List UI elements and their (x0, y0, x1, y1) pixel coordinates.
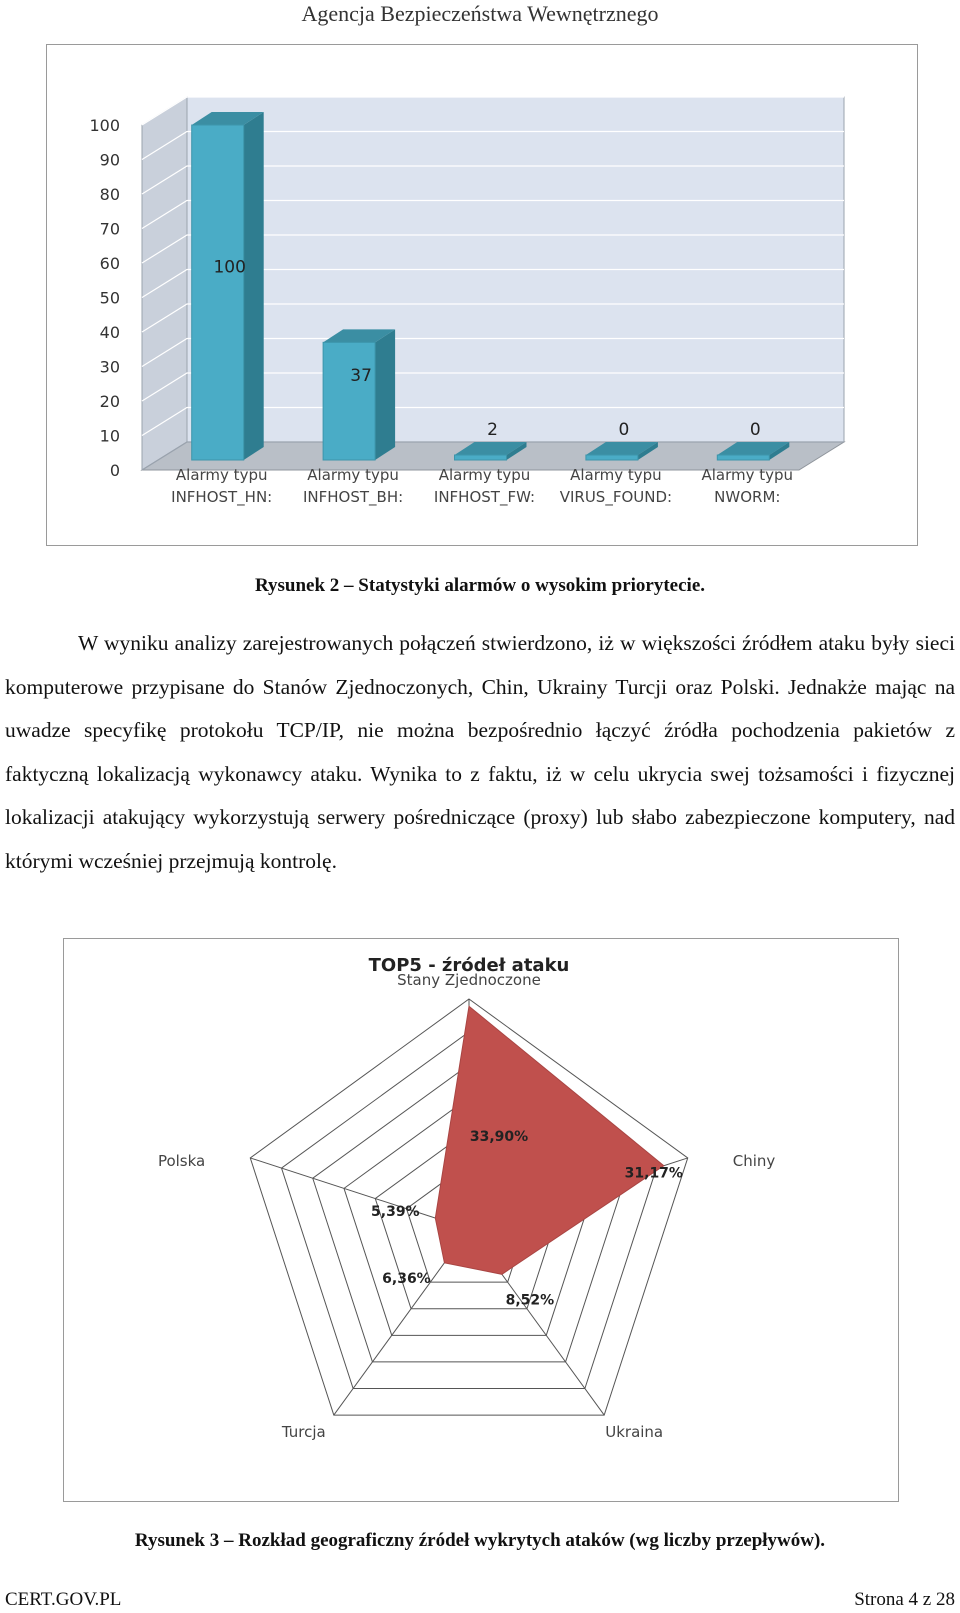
bar (323, 329, 395, 460)
figure-3-caption: Rysunek 3 – Rozkład geograficzny źródeł wykrytych ataków (wg liczby przepływów). (134, 1530, 826, 1551)
footer-site: CERT.GOV.PL (5, 1589, 122, 1610)
radar-axis-label: Polska (157, 1151, 206, 1170)
bar-front (323, 342, 375, 460)
bar-value-label: 0 (749, 420, 761, 440)
category-label: Alarmy typu (438, 466, 531, 484)
bar-value-label: 0 (618, 420, 630, 440)
radar-axis-label: Chiny (732, 1151, 776, 1170)
radar-value-label: 8,52% (505, 1292, 555, 1309)
radar-value-label: 6,36% (382, 1270, 431, 1287)
bar-side (244, 112, 264, 460)
category-label: Alarmy typu (701, 466, 794, 484)
alarm-statistics-figure (46, 44, 918, 546)
category-label: VIRUS_FOUND: (559, 488, 673, 506)
radar-value-label: 33,90% (469, 1129, 529, 1146)
body-paragraph: W wyniku analizy zarejestrowanych połączeń stwierdzono, iż w większości źródłem ataku były sieci komputerowe przypisane do Stanów Zjednoczonych, Chin, Ukrainy Turcji oraz Polski. Jednakże mając na uwadze specyfikę protokołu TCP/IP, nie można bezpośrednio łączyć źródła pochodzenia pakietów z faktyczną lokalizacją wykonawcy ataku. Wynika to z faktu, iż w celu ukrycia swej tożsamości i fizycznej lokalizacji atakujący wykorzystują serwery pośredniczące (proxy) lub słabo zabezpieczone komputery, nad którymi wcześniej przejmują kontrolę. (5, 631, 955, 873)
y-tick-label: 0 (109, 461, 120, 480)
category-label: INFHOST_FW: (433, 488, 536, 506)
bar-value-label: 100 (213, 257, 246, 278)
category-label: Alarmy typu (570, 466, 662, 484)
bar-front (717, 455, 769, 460)
bar-front (455, 455, 507, 460)
attack-sources-radar-chart (64, 939, 898, 1501)
bar-value-label: 2 (487, 420, 498, 440)
page-header: Agencja Bezpieczeństwa Wewnętrznego (301, 1, 659, 26)
bar (192, 112, 264, 460)
bar-side (375, 329, 395, 460)
alarm-bar-chart (47, 45, 917, 545)
category-label: Alarmy typu (175, 466, 268, 484)
footer-page-number: Strona 4 z 28 (854, 1589, 955, 1610)
y-tick-label: 70 (99, 219, 120, 239)
attack-sources-figure (63, 938, 899, 1502)
y-tick-label: 10 (99, 426, 120, 446)
radar-axis-label: Turcja (281, 1423, 326, 1442)
y-tick-label: 50 (99, 288, 120, 308)
bar-front (586, 455, 638, 460)
category-label: NWORM: (714, 488, 781, 506)
category-label: INFHOST_HN: (171, 488, 273, 506)
radar-value-label: 31,17% (624, 1165, 683, 1182)
y-tick-label: 60 (99, 254, 120, 273)
radar-value-label: 5,39% (371, 1204, 420, 1221)
bar-value-label: 37 (350, 366, 372, 387)
bar-front (192, 125, 244, 460)
y-tick-label: 80 (99, 185, 120, 204)
figure-2-caption: Rysunek 2 – Statystyki alarmów o wysokim priorytecie. (254, 575, 706, 596)
y-tick-label: 100 (89, 116, 120, 135)
y-tick-label: 20 (99, 392, 120, 411)
radar-axis-label: Stany Zjednoczone (397, 971, 541, 989)
category-label: INFHOST_BH: (303, 488, 404, 506)
y-tick-label: 90 (99, 150, 120, 170)
radar-axis-label: Ukraina (605, 1423, 664, 1442)
category-label: Alarmy typu (307, 466, 399, 484)
radar-title: TOP5 - źródeł ataku (368, 955, 570, 976)
y-tick-label: 30 (99, 357, 120, 377)
y-tick-label: 40 (99, 323, 120, 342)
